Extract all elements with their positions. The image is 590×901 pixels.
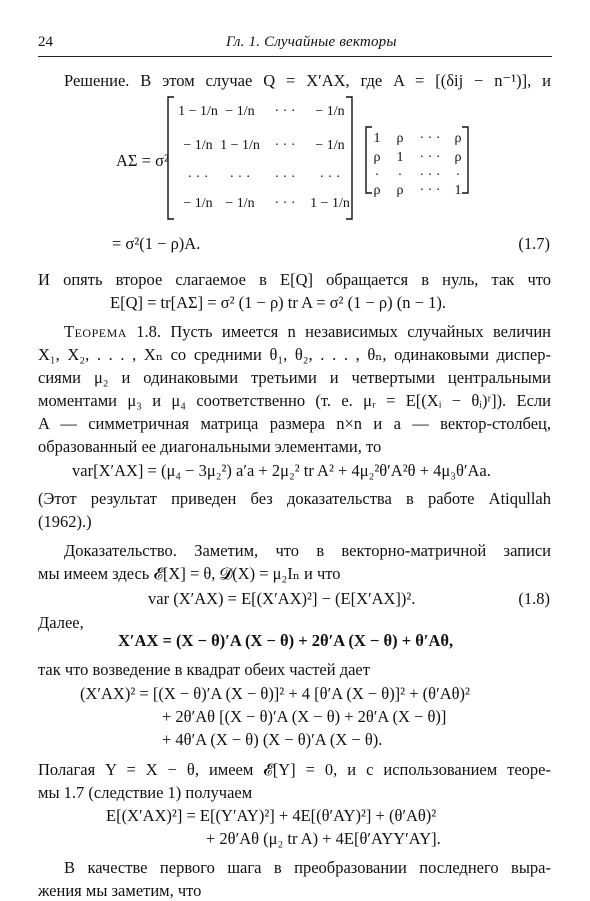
square-eq-line-1: (X′AX)² = [(X − θ)′A (X − θ)]² + 4 [θ′A (X − θ)]² + (θ′Aθ)² — [80, 684, 470, 703]
trace-equation: E[Q] = tr[AΣ] = σ² (1 − ρ) tr A = σ² (1 − ρ) (n − 1). — [110, 293, 446, 312]
running-head: Гл. 1. Случайные векторы — [226, 34, 397, 50]
note-line-1: (Этот результат приведен без доказательства в работе Atiqullah — [38, 489, 551, 508]
left-matrix-cell: · · · — [229, 170, 251, 185]
theorem-line-2: X₁, X₂, . . . , Xₙ со средними θ₁, θ₂, . . . , θₙ, одинаковыми диспер- — [38, 345, 551, 364]
theorem-text-1: 1.8. Пусть имеется n независимых случайных величин — [136, 322, 551, 341]
right-matrix-cell: · — [397, 168, 403, 183]
left-matrix-cell: · · · — [274, 138, 296, 153]
right-matrix-cell: · · · — [419, 131, 441, 146]
theorem-head: Теорема — [64, 322, 127, 341]
final-line-1: В качестве первого шага в преобразовании последнего выра- — [64, 858, 551, 877]
matrix-result: = σ²(1 − ρ)A. — [112, 234, 201, 253]
page-number: 24 — [38, 34, 53, 50]
expectation-eq-line-1: E[(X′AX)²] = E[(Y′AY)²] + 4E[(θ′AY)²] + (θ′Aθ)² — [106, 806, 437, 825]
page-header — [38, 34, 552, 54]
left-matrix-cell: 1 − 1/n — [178, 104, 218, 119]
theorem-line-4: моментами μ₃ и μ₄ соответственно (т. е. μᵣ = E[(Xᵢ − θᵢ)ʳ]). Если — [38, 391, 551, 410]
squaring-line: так что возведение в квадрат обеих частей дает — [38, 660, 370, 679]
left-matrix-cell: 1 − 1/n — [220, 138, 260, 153]
note-line-2: (1962).) — [38, 512, 92, 531]
square-eq-line-2: + 2θ′Aθ [(X − θ)′A (X − θ) + 2θ′A (X − θ)] — [162, 707, 447, 726]
paragraph-line: И опять второе слагаемое в E[Q] обращается в нуль, так что — [38, 270, 551, 289]
left-matrix-cell: · · · — [274, 196, 296, 211]
left-matrix-cell: · · · — [187, 170, 209, 185]
right-matrix-cell: · · · — [419, 168, 441, 183]
right-matrix-cell: ρ — [454, 131, 462, 146]
right-matrix-cell: ρ — [373, 150, 381, 165]
right-matrix-cell: · — [374, 168, 380, 183]
right-matrix-cell: · — [455, 168, 461, 183]
left-matrix-cell: − 1/n — [183, 196, 213, 211]
left-matrix-cell: · · · — [274, 170, 296, 185]
right-matrix-cell: ρ — [454, 150, 462, 165]
right-matrix-cell: 1 — [454, 183, 462, 198]
right-matrix-cell: ρ — [373, 183, 381, 198]
substitution-line-1: Полагая Y = X − θ, имеем 𝓔[Y] = 0, и с использованием теоре- — [38, 760, 551, 779]
eq-number-1-8: (1.8) — [518, 589, 550, 608]
eq-number-1-7: (1.7) — [518, 234, 550, 253]
right-matrix-cell: ρ — [396, 131, 404, 146]
right-matrix-cell: 1 — [373, 131, 381, 146]
right-matrix-cell: ρ — [396, 183, 404, 198]
dalee-word: Далее, — [38, 613, 84, 632]
expectation-eq-line-2: + 2θ′Aθ (μ₂ tr A) + 4E[θ′AYY′AY]. — [206, 829, 441, 848]
solution-line: Решение. В этом случае Q = X′AX, где A = [(δij − n⁻¹)], и — [64, 71, 551, 90]
left-matrix-cell: − 1/n — [225, 196, 255, 211]
header-rule — [38, 56, 552, 57]
left-matrix-cell: − 1/n — [315, 104, 345, 119]
left-matrix-cell: − 1/n — [225, 104, 255, 119]
final-line-2: жения мы заметим, что — [38, 881, 202, 900]
right-matrix-cell: · · · — [419, 183, 441, 198]
equation-1-8: var (X′AX) = E[(X′AX)²] − (E[X′AX])². — [148, 589, 416, 608]
right-matrix-cell: 1 — [396, 150, 404, 165]
substitution-line-2: мы 1.7 (следствие 1) получаем — [38, 783, 253, 802]
left-matrix-cell: 1 − 1/n — [310, 196, 350, 211]
square-eq-line-3: + 4θ′A (X − θ) (X − θ)′A (X − θ). — [162, 730, 383, 749]
theorem-line-5: A — симметричная матрица размера n×n и a — вектор-столбец, — [38, 414, 551, 433]
matrix-label: AΣ = σ² — [116, 151, 169, 170]
theorem-line-6: образованный ее диагональными элементами, то — [38, 437, 382, 456]
left-matrix-cell: − 1/n — [315, 138, 345, 153]
theorem-line-1 — [64, 322, 551, 342]
theorem-line-3: сиями μ₂ и одинаковыми третьими и четвертыми центральными — [38, 368, 551, 387]
left-matrix-cell: · · · — [274, 104, 296, 119]
right-matrix-cell: · · · — [419, 150, 441, 165]
left-matrix-cell: − 1/n — [183, 138, 213, 153]
xax-equation: X′AX = (X − θ)′A (X − θ) + 2θ′A (X − θ) + θ′Aθ, — [118, 631, 454, 650]
proof-line-2: мы имеем здесь 𝓔[X] = θ, 𝓓(X) = μ₂Iₙ и что — [38, 564, 341, 583]
variance-equation: var[X′AX] = (μ₄ − 3μ₂²) a′a + 2μ₂² tr A² + 4μ₂²θ′A²θ + 4μ₃θ′Aa. — [72, 461, 491, 480]
left-matrix-cell: · · · — [319, 170, 341, 185]
proof-line-1: Доказательство. Заметим, что в векторно-матричной записи — [64, 541, 551, 560]
